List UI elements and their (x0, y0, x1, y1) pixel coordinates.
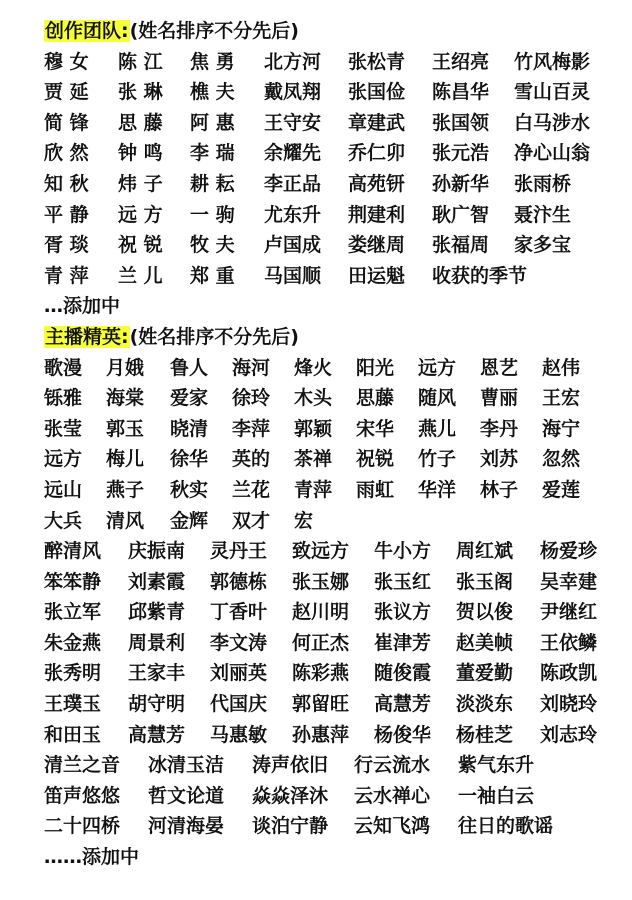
name-cell: 涛声依旧 (252, 754, 329, 777)
name-cell: 邱紫青 (128, 601, 186, 624)
name-row (44, 781, 624, 812)
name-row (44, 475, 624, 506)
name-cell: 秋实 (170, 478, 209, 501)
name-row (44, 230, 624, 261)
name-cell: 竹风梅影 (514, 50, 591, 73)
name-cell: 郭颖 (294, 417, 333, 440)
name-cell: 马国顺 (264, 264, 322, 287)
name-cell: 李萍 (232, 417, 271, 440)
team-more-text: …添加中 (44, 295, 121, 318)
name-cell: 雨虹 (356, 478, 395, 501)
name-cell: 平 静 (44, 203, 89, 226)
name-cell: 青 萍 (44, 264, 89, 287)
name-cell: 阳光 (356, 356, 395, 379)
name-cell: 紫气东升 (458, 754, 535, 777)
name-cell: 陈昌华 (432, 81, 490, 104)
name-row (44, 720, 624, 751)
name-cell: 郑 重 (190, 264, 235, 287)
name-cell: 刘素霞 (128, 570, 186, 593)
name-row (44, 444, 624, 475)
name-cell: 云知飞鸿 (354, 815, 431, 838)
name-cell: 茶禅 (294, 448, 333, 471)
name-cell: 张议方 (374, 601, 432, 624)
name-cell: 云水禅心 (354, 784, 431, 807)
name-cell: 曹丽 (480, 387, 519, 410)
name-cell: 思藤 (356, 387, 395, 410)
name-cell: 焱焱泽沐 (252, 784, 329, 807)
name-cell: 张玉红 (374, 570, 432, 593)
name-cell: 郭德栋 (210, 570, 268, 593)
name-cell: 刘晓玲 (540, 693, 598, 716)
name-cell: 宏 (294, 509, 314, 532)
name-cell: 兰花 (232, 478, 271, 501)
name-cell: 远 方 (118, 203, 163, 226)
name-cell: 庆振南 (128, 540, 186, 563)
name-cell: 尤东升 (264, 203, 322, 226)
name-row (44, 138, 624, 169)
name-cell: 海宁 (542, 417, 581, 440)
name-cell: 往日的歌谣 (458, 815, 554, 838)
name-cell: 郭玉 (106, 417, 145, 440)
name-cell: 白马涉水 (514, 111, 591, 134)
name-row (44, 47, 624, 78)
name-cell: 张玉娜 (292, 570, 350, 593)
name-cell: 灵丹王 (210, 540, 268, 563)
name-cell: 爱家 (170, 387, 209, 410)
name-cell: 何正杰 (292, 631, 350, 654)
name-cell: 海河 (232, 356, 271, 379)
name-cell: 耿广智 (432, 203, 490, 226)
name-cell: 丁香叶 (210, 601, 268, 624)
name-cell: 王绍亮 (432, 50, 490, 73)
name-cell: 余耀先 (264, 142, 322, 165)
name-cell: 随风 (418, 387, 457, 410)
name-cell: 知 秋 (44, 172, 89, 195)
name-cell: 田运魁 (348, 264, 406, 287)
name-cell: 杨爱珍 (540, 540, 598, 563)
name-cell: 鲁人 (170, 356, 209, 379)
document (44, 16, 624, 873)
name-row (44, 658, 624, 689)
name-cell: 净心山翁 (514, 142, 591, 165)
name-cell: 杨桂芝 (456, 723, 514, 746)
name-cell: 王守安 (264, 111, 322, 134)
name-cell: 乔仁卯 (348, 142, 406, 165)
name-cell: 青萍 (294, 478, 333, 501)
name-cell: 远山 (44, 478, 83, 501)
name-cell: 张 琳 (118, 81, 163, 104)
name-cell: 忽然 (542, 448, 581, 471)
name-cell: 晓清 (170, 417, 209, 440)
name-cell: 木头 (294, 387, 333, 410)
name-cell: 张国俭 (348, 81, 406, 104)
name-cell: 李文涛 (210, 631, 268, 654)
name-cell: 李正品 (264, 172, 322, 195)
name-cell: 爱莲 (542, 478, 581, 501)
name-cell: 刘丽英 (210, 662, 268, 685)
name-cell: 林子 (480, 478, 519, 501)
name-cell: 陈政凯 (540, 662, 598, 685)
name-cell: 李 瑞 (190, 142, 235, 165)
name-cell: 张秀明 (44, 662, 102, 685)
team-name-list (44, 47, 624, 292)
name-cell: 收获的季节 (432, 264, 528, 287)
name-cell: 荆建利 (348, 203, 406, 226)
name-cell: 大兵 (44, 509, 83, 532)
name-cell: 冰清玉洁 (148, 754, 225, 777)
section-heading-anchors (44, 322, 624, 353)
name-cell: 高苑钘 (348, 172, 406, 195)
name-cell: 牛小方 (374, 540, 432, 563)
name-cell: 祝 锐 (118, 234, 163, 257)
name-cell: 代国庆 (210, 693, 268, 716)
name-cell: 赵美帧 (456, 631, 514, 654)
name-cell: 张莹 (44, 417, 83, 440)
name-cell: 周景利 (128, 631, 186, 654)
name-row (44, 77, 624, 108)
name-cell: 英的 (232, 448, 271, 471)
name-cell: 炜 子 (118, 172, 163, 195)
name-cell: 王依鳞 (540, 631, 598, 654)
name-cell: 和田玉 (44, 723, 102, 746)
name-cell: 燕儿 (418, 417, 457, 440)
name-cell: 笛声悠悠 (44, 784, 121, 807)
name-row (44, 811, 624, 842)
name-cell: 二十四桥 (44, 815, 121, 838)
name-cell: 陈彩燕 (292, 662, 350, 685)
name-row (44, 353, 624, 384)
name-cell: 海棠 (106, 387, 145, 410)
name-cell: 钟 鸣 (118, 142, 163, 165)
name-cell: 卢国成 (264, 234, 322, 257)
name-cell: 张立军 (44, 601, 102, 624)
name-cell: 思 藤 (118, 111, 163, 134)
name-cell: 一 驹 (190, 203, 235, 226)
name-cell: 吴幸建 (540, 570, 598, 593)
name-cell: 章建武 (348, 111, 406, 134)
name-cell: 华洋 (418, 478, 457, 501)
name-cell: 徐华 (170, 448, 209, 471)
name-cell: 铄雅 (44, 387, 83, 410)
name-cell: 张松青 (348, 50, 406, 73)
name-cell: 张福周 (432, 234, 490, 257)
name-cell: 牧 夫 (190, 234, 235, 257)
name-row (44, 261, 624, 292)
name-cell: 金辉 (170, 509, 209, 532)
name-cell: 北方河 (264, 50, 322, 73)
name-cell: 梅儿 (106, 448, 145, 471)
name-cell: 朱金燕 (44, 631, 102, 654)
name-cell: 祝锐 (356, 448, 395, 471)
name-cell: 刘苏 (480, 448, 519, 471)
name-cell: 耕 耘 (190, 172, 235, 195)
name-cell: 双才 (232, 509, 271, 532)
name-row (44, 567, 624, 598)
name-cell: 尹继红 (540, 601, 598, 624)
name-cell: 欣 然 (44, 142, 89, 165)
name-cell: 董爱勤 (456, 662, 514, 685)
name-cell: 崔津芳 (374, 631, 432, 654)
name-cell: 远方 (44, 448, 83, 471)
name-cell: 张玉阁 (456, 570, 514, 593)
name-cell: 徐玲 (232, 387, 271, 410)
name-cell: 穆 女 (44, 50, 89, 73)
name-cell: 宋华 (356, 417, 395, 440)
name-cell: 家多宝 (514, 234, 572, 257)
name-cell: 哲文论道 (148, 784, 225, 807)
section-label-anchors: 主播精英: (45, 325, 129, 348)
section-note-anchors: (姓名排序不分先后) (129, 325, 299, 348)
name-row (44, 750, 624, 781)
name-row (44, 689, 624, 720)
name-row (44, 628, 624, 659)
name-cell: 王璞玉 (44, 693, 102, 716)
name-row (44, 383, 624, 414)
name-cell: 焦 勇 (190, 50, 235, 73)
name-cell: 胥 琰 (44, 234, 89, 257)
name-cell: 笨笨静 (44, 570, 102, 593)
name-cell: 恩艺 (480, 356, 519, 379)
section-note-team: (姓名排序不分先后) (129, 20, 299, 42)
name-cell: 聂汴生 (514, 203, 572, 226)
name-cell: 月娥 (106, 356, 145, 379)
name-cell: 简 锋 (44, 111, 89, 134)
name-cell: 张元浩 (432, 142, 490, 165)
name-cell: 李丹 (480, 417, 519, 440)
name-cell: 清兰之音 (44, 754, 121, 777)
name-cell: 赵川明 (292, 601, 350, 624)
name-cell: 贾 延 (44, 81, 89, 104)
name-cell: 谈泊宁静 (252, 815, 329, 838)
name-cell: 高慧芳 (128, 723, 186, 746)
name-cell: 王宏 (542, 387, 581, 410)
name-cell: 杨俊华 (374, 723, 432, 746)
name-row (44, 108, 624, 139)
name-cell: 阿 惠 (190, 111, 235, 134)
name-row (44, 506, 624, 537)
name-cell: 赵伟 (542, 356, 581, 379)
name-cell: 雪山百灵 (514, 81, 591, 104)
name-row (44, 200, 624, 231)
name-cell: 行云流水 (354, 754, 431, 777)
name-cell: 王家丰 (128, 662, 186, 685)
name-cell: 淡淡东 (456, 693, 514, 716)
name-cell: 张雨桥 (514, 172, 572, 195)
name-cell: 娄继周 (348, 234, 406, 257)
section-heading-team (44, 16, 624, 47)
name-row (44, 414, 624, 445)
name-row (44, 536, 624, 567)
name-cell: 陈 江 (118, 50, 163, 73)
name-cell: 马惠敏 (210, 723, 268, 746)
name-cell: 孙惠萍 (292, 723, 350, 746)
name-row (44, 169, 624, 200)
name-cell: 醉清风 (44, 540, 102, 563)
anchor-more-text: ……添加中 (44, 846, 140, 869)
name-cell: 刘志玲 (540, 723, 598, 746)
name-cell: 竹子 (418, 448, 457, 471)
name-cell: 周红斌 (456, 540, 514, 563)
name-cell: 高慧芳 (374, 693, 432, 716)
name-cell: 郭留旺 (292, 693, 350, 716)
name-cell: 河清海晏 (148, 815, 225, 838)
section-label-team: 创作团队: (45, 20, 129, 42)
anchor-more-line (44, 842, 624, 873)
name-cell: 兰 儿 (118, 264, 163, 287)
name-cell: 一袖白云 (458, 784, 535, 807)
name-cell: 樵 夫 (190, 81, 235, 104)
anchor-name-list (44, 353, 624, 843)
name-cell: 烽火 (294, 356, 333, 379)
name-cell: 胡守明 (128, 693, 186, 716)
name-cell: 随俊霞 (374, 662, 432, 685)
name-cell: 戴凤翔 (264, 81, 322, 104)
team-more-line (44, 291, 624, 322)
name-cell: 致远方 (292, 540, 350, 563)
name-cell: 孙新华 (432, 172, 490, 195)
name-cell: 歌漫 (44, 356, 83, 379)
name-cell: 清风 (106, 509, 145, 532)
name-cell: 远方 (418, 356, 457, 379)
name-cell: 张国领 (432, 111, 490, 134)
name-cell: 贺以俊 (456, 601, 514, 624)
name-row (44, 597, 624, 628)
name-cell: 燕子 (106, 478, 145, 501)
